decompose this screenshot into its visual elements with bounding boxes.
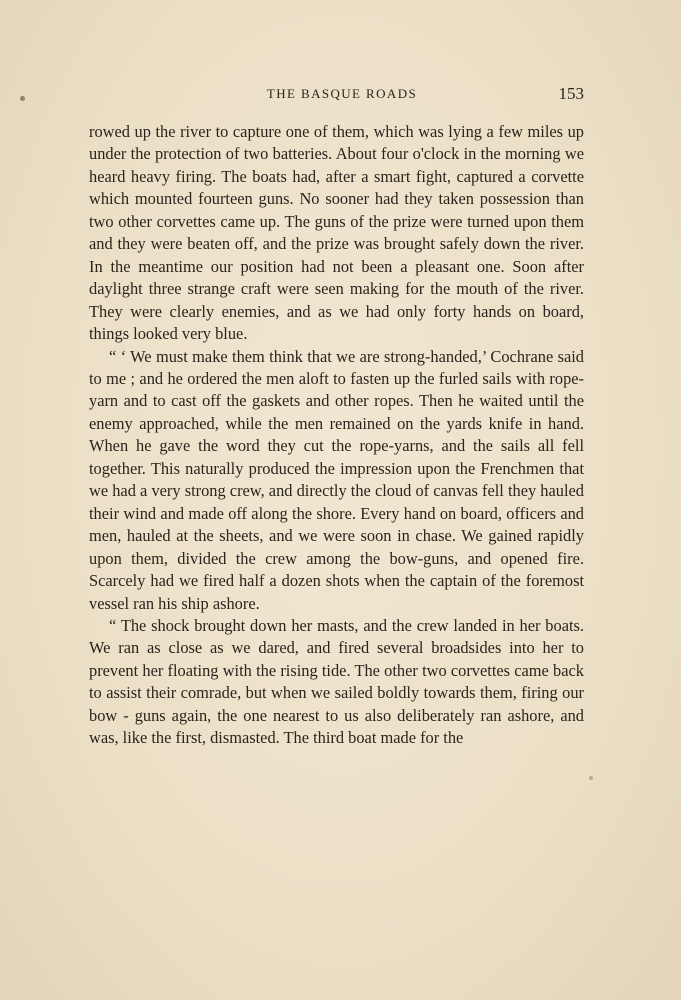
page-number: 153 (558, 84, 584, 103)
paragraph-2: “ ‘ We must make them think that we are strong-handed,’ Cochrane said to me ; and he ordered the men aloft to fasten up the furled sails with rope-yarn and to cast off the gaskets and other ropes. Then he waited until the enemy approached, while the men remained on the yards knife in hand. When he gave the word they cut the rope-yarns, and the sails all fell together. This naturally produced the impression upon the Frenchmen that we had a very strong crew, and directly the cloud of canvas fell they hauled their wind and made off along the shore. Every hand on board, officers and men, hauled at the sheets, and we were soon in chase. We gained rapidly upon them, divided the crew among the bow-guns, and opened fire. Scarcely had we fired half a dozen shots when the captain of the foremost vessel ran his ship ashore. (89, 346, 584, 613)
paragraph-1: rowed up the river to capture one of them, which was lying a few miles up under the protection of two batteries. About four o'clock in the morning we heard heavy firing. The boats had, after a smart fight, captured a corvette which mounted fourteen guns. No sooner had they taken possession than two other corvettes came up. The guns of the prize were turned upon them and they were beaten off, and the prize was brought safely down the river. In the meantime our position had not been a pleasant one. Soon after daylight three strange craft were seen making for the mouth of the river. They were clearly enemies, and as we had only forty hands on board, things looked very blue. (89, 122, 584, 344)
ink-speck (589, 776, 593, 780)
ink-speck (20, 96, 25, 101)
body-text (89, 121, 584, 750)
running-head: THE BASQUE ROADS (266, 86, 418, 101)
paragraph-3: “ The shock brought down her masts, and the crew landed in her boats. We ran as close as we dared, and fired several broadsides into her to prevent her floating with the rising tide. The other two corvettes came back to assist their comrade, but when we sailed boldly towards them, firing our bow - guns again, the one nearest to us also deliberately ran ashore, and was, like the first, dismasted. The third boat made for the (89, 615, 584, 748)
page-header (90, 84, 584, 106)
